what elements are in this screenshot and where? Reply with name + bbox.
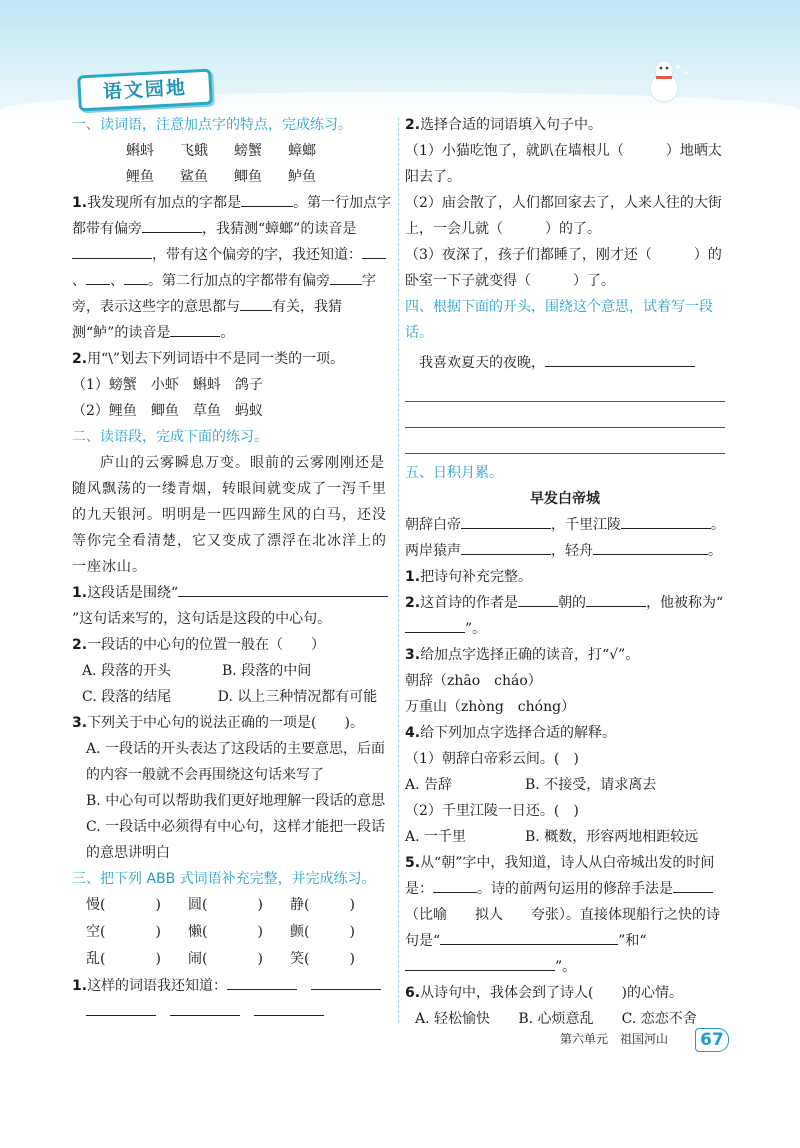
option-line[interactable]: （1）螃蟹 小虾 蝌蚪 鸽子 xyxy=(72,377,263,393)
abb-item[interactable] xyxy=(290,946,392,973)
text: 。 xyxy=(708,543,722,559)
text: 。第一行加点字都带有偏旁 xyxy=(72,195,392,237)
answer-blank[interactable] xyxy=(545,350,695,367)
abb-item[interactable] xyxy=(86,946,188,973)
abb-item[interactable] xyxy=(290,892,392,919)
word-row-2 xyxy=(72,164,392,190)
abb-item[interactable] xyxy=(188,946,290,973)
text: 慢( xyxy=(86,897,106,913)
reading-passage: 庐山的云雾瞬息万变。眼前的云雾刚刚还是随风飘荡的一缕青烟，转眼间就变成了一泻千里的九天银河。明明是一匹四蹄生风的白马，还没等你完全看清楚，它又变成了漂浮在北冰洋上的一座冰山。 xyxy=(72,455,387,575)
s5-question-6 xyxy=(405,980,725,1006)
section-badge xyxy=(77,69,213,112)
question-number: 1. xyxy=(72,585,88,601)
s3-question-2 xyxy=(405,112,725,138)
s2-question-3 xyxy=(72,710,392,736)
text: ) xyxy=(155,897,161,913)
s5-question-4 xyxy=(405,720,725,746)
answer-blank[interactable] xyxy=(433,876,477,893)
answer-blank[interactable] xyxy=(178,580,388,597)
section-4-title: 四、根据下面的开头，围绕这个意思，试着写一段话。 xyxy=(405,299,713,341)
answer-blank[interactable] xyxy=(170,999,240,1016)
unit-footer: 第六单元 祖国河山 xyxy=(560,1032,669,1046)
word: 鲫鱼 xyxy=(234,169,262,185)
text: 两岸猿声 xyxy=(405,543,461,559)
answer-blank[interactable] xyxy=(461,538,551,555)
question-number: 4. xyxy=(405,725,421,741)
answer-blank[interactable] xyxy=(86,999,156,1016)
abb-item[interactable] xyxy=(188,919,290,946)
text: 有关，我猜测“鲈”的读音是 xyxy=(72,299,342,341)
text: 下列关于中心句的说法正确的一项是( )。 xyxy=(87,715,364,731)
choice-option[interactable]: B. 概数，形容两地相距较远 xyxy=(525,829,699,845)
text: 选择合适的词语填入句子中。 xyxy=(420,117,603,133)
s1-question-2 xyxy=(72,346,392,372)
text: ”。 xyxy=(555,959,577,975)
badge-text: 语文园地 xyxy=(102,76,188,104)
answer-blank[interactable] xyxy=(673,876,713,893)
text: 一段话的中心句的位置一般在（ ） xyxy=(87,637,326,653)
text: 字旁，表示这些字的意思都与 xyxy=(72,273,376,315)
text: 我喜欢夏天的夜晚， xyxy=(419,355,545,371)
text: （比喻 拟人 夸张）。直接体现船行之快的诗句是“ xyxy=(405,907,720,949)
question-number: 3. xyxy=(405,647,421,663)
answer-blank[interactable] xyxy=(586,590,646,607)
text: 颤( xyxy=(290,924,310,940)
choice-option[interactable]: A. 轻松愉快 xyxy=(415,1011,491,1027)
question-number: 6. xyxy=(405,985,421,1001)
text: ，他被称为“ xyxy=(646,595,724,611)
choice-option[interactable]: B. 心烦意乱 xyxy=(518,1011,594,1027)
answer-blank[interactable] xyxy=(330,268,362,285)
question-number: 1. xyxy=(72,195,88,211)
abb-item[interactable] xyxy=(290,919,392,946)
answer-blank[interactable] xyxy=(86,268,110,285)
answer-blank[interactable] xyxy=(241,190,293,207)
text: 这首诗的作者是 xyxy=(420,595,519,611)
answer-blank[interactable] xyxy=(405,616,465,633)
writing-line[interactable] xyxy=(405,428,725,454)
answer-blank[interactable] xyxy=(461,512,551,529)
poem-line-1 xyxy=(405,512,725,538)
word: 鲨鱼 xyxy=(180,169,208,185)
choice-row xyxy=(405,1006,725,1032)
text: 把诗句补充完整。 xyxy=(420,569,533,585)
answer-blank[interactable] xyxy=(72,242,152,259)
text: ”和“ xyxy=(618,933,647,949)
question-number: 3. xyxy=(72,715,88,731)
choice-row xyxy=(405,772,725,798)
text: ，我猜测“蟑螂”的读音是 xyxy=(202,221,357,237)
answer-blank[interactable] xyxy=(518,590,558,607)
abb-item[interactable] xyxy=(86,892,188,919)
abb-item[interactable] xyxy=(86,919,188,946)
answer-blank[interactable] xyxy=(142,216,202,233)
s3-question-1 xyxy=(72,973,392,999)
choice-option[interactable]: B. 中心句可以帮助我们更好地理解一段话的意思 xyxy=(86,793,386,809)
text: 。第二行加点的字都带有偏旁 xyxy=(148,273,330,289)
text: ) xyxy=(257,897,263,913)
text: 给加点字选择正确的读音，打“√”。 xyxy=(420,647,640,663)
text: ，千里江陵 xyxy=(551,517,621,533)
s5-question-1 xyxy=(405,564,725,590)
sub-question: （1）朝辞白帝彩云间。( ) xyxy=(405,751,579,767)
text: 乱( xyxy=(86,951,106,967)
answer-blank[interactable] xyxy=(311,973,381,990)
text: ) xyxy=(257,924,263,940)
question-number: 2. xyxy=(405,595,421,611)
word: 螃蟹 xyxy=(234,143,262,159)
choice-option[interactable]: D. 以上三种情况都有可能 xyxy=(217,689,378,705)
choice-row xyxy=(72,684,392,710)
text: 我发现所有加点的字都是 xyxy=(87,195,242,211)
page-number: 67 xyxy=(695,1028,729,1052)
answer-blank[interactable] xyxy=(362,242,386,259)
abb-item[interactable] xyxy=(188,892,290,919)
text: 懒( xyxy=(188,924,208,940)
text: ) xyxy=(155,951,161,967)
text: ) xyxy=(349,897,355,913)
s5-question-3 xyxy=(405,642,725,668)
choice-row xyxy=(72,658,392,684)
text: ) xyxy=(349,924,355,940)
left-column xyxy=(72,112,392,1025)
fill-sentence[interactable]: （1）小猫吃饱了，就趴在墙根儿（ ）地晒太阳去了。 xyxy=(405,143,722,185)
answer-blank[interactable] xyxy=(124,268,148,285)
poem-title: 早发白帝城 xyxy=(530,491,600,507)
fill-sentence[interactable]: （3）夜深了，孩子们都睡了，刚才还（ ）的卧室一下子就变得（ ）了。 xyxy=(405,247,722,289)
text: 空( xyxy=(86,924,106,940)
word: 鲈鱼 xyxy=(288,169,316,185)
word-row-1 xyxy=(72,138,392,164)
question-number: 2. xyxy=(72,351,88,367)
answer-blank[interactable] xyxy=(254,999,324,1016)
text: ) xyxy=(257,951,263,967)
choice-option[interactable]: B. 不接受，请求离去 xyxy=(525,777,657,793)
pinyin-choice[interactable]: 朝辞（zhāo cháo） xyxy=(405,673,542,689)
answer-blank[interactable] xyxy=(227,973,297,990)
choice-option[interactable]: C. 一段话中必须得有中心句，这样才能把一段话的意思讲明白 xyxy=(86,819,386,861)
answer-blank[interactable] xyxy=(440,928,558,945)
sub-question: （2）千里江陵一日还。( ) xyxy=(405,803,579,819)
choice-option[interactable]: C. 恋恋不舍 xyxy=(621,1011,697,1027)
writing-start xyxy=(405,350,725,376)
text: 。诗的前两句运用的修辞手法是 xyxy=(477,881,673,897)
text: 给下列加点字选择合适的解释。 xyxy=(420,725,617,741)
snowman-icon xyxy=(642,58,702,106)
text: 这段话是围绕“ xyxy=(87,585,179,601)
section-3-title: 三、把下列 ABB 式词语补充完整，并完成练习。 xyxy=(72,871,376,887)
option-line[interactable]: （2）鲤鱼 鲫鱼 草鱼 蚂蚁 xyxy=(72,403,263,419)
text: 朝辞白帝 xyxy=(405,517,461,533)
word: 蝌蚪 xyxy=(126,143,154,159)
question-number: 2. xyxy=(72,637,88,653)
answer-blank[interactable] xyxy=(593,538,708,555)
choice-option[interactable]: A. 段落的开头 xyxy=(82,663,172,679)
answer-blank[interactable] xyxy=(405,954,555,971)
question-number: 1. xyxy=(405,569,421,585)
question-number: 1. xyxy=(72,978,88,994)
choice-row xyxy=(405,824,725,850)
column-divider xyxy=(398,118,399,1023)
word: 蟑螂 xyxy=(288,143,316,159)
text: 笑( xyxy=(290,951,310,967)
text: 从诗句中，我体会到了诗人( )的心情。 xyxy=(420,985,683,1001)
text: 。 xyxy=(220,325,235,341)
poem-line-2 xyxy=(405,538,725,564)
choice-option[interactable]: B. 段落的中间 xyxy=(222,663,312,679)
answer-blank[interactable] xyxy=(170,320,220,337)
section-5-title: 五、日积月累。 xyxy=(405,465,503,481)
question-number: 2. xyxy=(405,117,421,133)
text: ”。 xyxy=(465,621,487,637)
text: 用“\”划去下列词语中不是同一类的一项。 xyxy=(87,351,345,367)
s2-question-1 xyxy=(72,580,392,632)
s3-answer-line xyxy=(72,999,392,1025)
text: 。 xyxy=(711,517,725,533)
text: 从“朝”字中，我知道，诗人从白帝城出发的时间是： xyxy=(405,855,715,897)
text: ) xyxy=(155,924,161,940)
s5-question-2 xyxy=(405,590,725,642)
text: 圆( xyxy=(188,897,208,913)
s1-question-1 xyxy=(72,190,392,346)
section-1-title: 一、读词语，注意加点字的特点，完成练习。 xyxy=(72,117,352,133)
text: 朝的 xyxy=(558,595,587,611)
answer-blank[interactable] xyxy=(558,928,618,945)
writing-line[interactable] xyxy=(405,402,725,428)
choice-option[interactable]: C. 段落的结尾 xyxy=(82,689,172,705)
text: 、 xyxy=(72,273,86,289)
text: 静( xyxy=(290,897,310,913)
pinyin-choice[interactable]: 万重山（zhòng chóng） xyxy=(405,699,576,715)
word: 鲤鱼 xyxy=(126,169,154,185)
word: 飞蛾 xyxy=(180,143,208,159)
text: 闹( xyxy=(188,951,208,967)
text: ”这句话来写的，这句话是这段的中心句。 xyxy=(72,611,332,627)
answer-blank[interactable] xyxy=(621,512,711,529)
text: ，轻舟 xyxy=(551,543,593,559)
s2-question-2 xyxy=(72,632,392,658)
choice-option[interactable]: A. 告辞 xyxy=(405,777,453,793)
writing-line[interactable] xyxy=(405,376,725,402)
s5-question-5 xyxy=(405,850,725,980)
text: 、 xyxy=(110,273,124,289)
fill-sentence[interactable]: （2）庙会散了，人们都回家去了，人来人往的大街上，一会儿就（ ）的了。 xyxy=(405,195,722,237)
section-2-title: 二、读语段，完成下面的练习。 xyxy=(72,429,268,445)
text: 这样的词语我还知道： xyxy=(87,978,228,994)
text: ) xyxy=(349,951,355,967)
choice-option[interactable]: A. 一千里 xyxy=(405,829,467,845)
right-column xyxy=(405,112,725,1032)
answer-blank[interactable] xyxy=(240,294,272,311)
text: ，带有这个偏旁的字，我还知道： xyxy=(152,247,362,263)
choice-option[interactable]: A. 一段话的开头表达了这段话的主要意思，后面的内容一般就不会再围绕这句话来写了 xyxy=(86,741,386,783)
question-number: 5. xyxy=(405,855,421,871)
abb-grid xyxy=(72,892,392,973)
